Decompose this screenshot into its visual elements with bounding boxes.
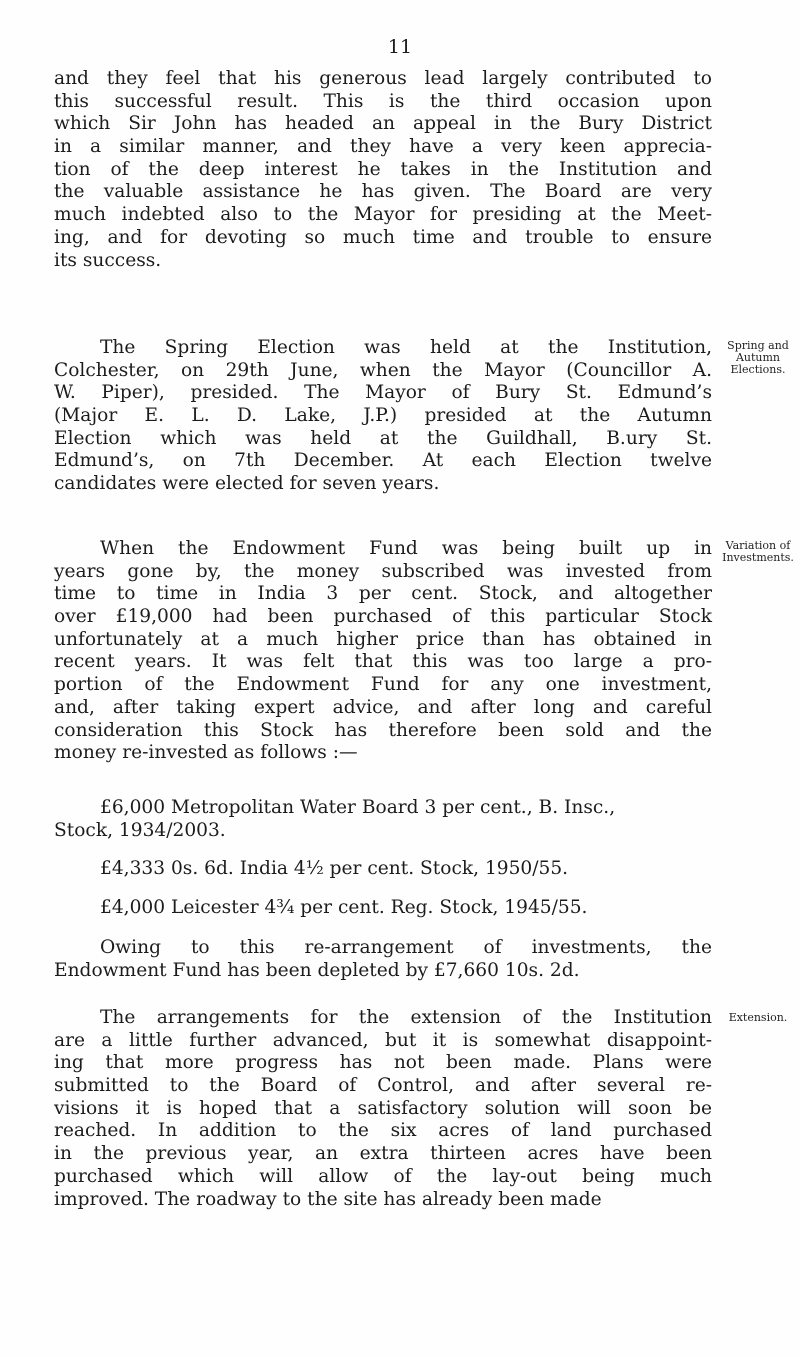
margin-note-line: Variation of (725, 539, 791, 552)
text-line: purchased which will allow of the lay-out being much (54, 1165, 712, 1187)
text-line: candidates were elected for seven years. (54, 473, 440, 495)
text-line: recent years. It was felt that this was too large a pro- (54, 651, 712, 673)
paragraph-4-body (54, 960, 712, 983)
text-line: ing, and for devoting so much time and trouble to ensure (54, 226, 712, 248)
text-line: £6,000 Metropolitan Water Board 3 per cent., B. Insc., (100, 797, 616, 818)
text-line: its success. (54, 249, 162, 271)
text-line: portion of the Endowment Fund for any one investment, (54, 674, 712, 696)
margin-note-elections (720, 340, 796, 376)
text-line: £4,333 0s. 6d. India 4½ per cent. Stock, 1950/55. (100, 858, 569, 879)
text-line: years gone by, the money subscribed was invested from (54, 560, 712, 582)
margin-note-extension (720, 1012, 796, 1024)
text-line: and they feel that his generous lead largely contributed to (54, 68, 712, 89)
text-line: £4,000 Leicester 4¾ per cent. Reg. Stock, 1945/55. (100, 897, 588, 918)
text-line: tion of the deep interest he takes in the Institution and (54, 158, 712, 180)
investment-item-1 (100, 797, 712, 820)
text-line: (Major E. L. D. Lake, J.P.) presided at the Autumn (54, 405, 712, 427)
text-line: Stock, 1934/2003. (54, 819, 226, 841)
text-line: much indebted also to the Mayor for presiding at the Meet- (54, 204, 712, 226)
text-line: submitted to the Board of Control, and after several re- (54, 1075, 712, 1097)
margin-note-variation (720, 540, 796, 564)
text-line: When the Endowment Fund was being built up in (100, 538, 712, 559)
text-line: The arrangements for the extension of the Institution (100, 1007, 712, 1028)
text-line: money re-invested as follows :— (54, 742, 358, 764)
text-line: ing that more progress has not been made. Plans were (54, 1052, 712, 1074)
text-line: the valuable assistance he has given. The Board are very (54, 181, 712, 203)
text-line: this successful result. This is the third occasion upon (54, 90, 712, 112)
investment-item-2 (100, 858, 712, 881)
text-line: in a similar manner, and they have a very keen apprecia- (54, 136, 712, 158)
text-line: Election which was held at the Guildhall, B.ury St. (54, 427, 712, 449)
margin-note-line: Investments. (722, 551, 794, 564)
text-line: are a little further advanced, but it is somewhat disappoint- (54, 1029, 712, 1051)
paragraph-2 (54, 337, 712, 360)
text-line: Colchester, on 29th June, when the Mayor (Councillor A. (54, 359, 712, 381)
paragraph-1 (54, 68, 712, 272)
text-line: The Spring Election was held at the Institution, (100, 337, 712, 358)
margin-note-line: Spring and (727, 339, 789, 352)
investment-item-1-cont (54, 820, 712, 843)
text-line: in the previous year, an extra thirteen acres have been (54, 1143, 712, 1165)
text-line: consideration this Stock has therefore been sold and the (54, 719, 712, 741)
text-line: visions it is hoped that a satisfactory solution will soon be (54, 1097, 712, 1119)
margin-note-line: Elections. (730, 363, 786, 376)
paragraph-3-body (54, 561, 712, 765)
text-line: unfortunately at a much higher price than has obtained in (54, 628, 712, 650)
paragraph-5-body (54, 1030, 712, 1212)
text-line: Edmund’s, on 7th December. At each Election twelve (54, 450, 712, 472)
investment-item-3 (100, 897, 712, 920)
paragraph-2-body (54, 360, 712, 496)
paragraph-3 (54, 538, 712, 561)
text-line: Endowment Fund has been depleted by £7,660 10s. 2d. (54, 959, 580, 981)
text-line: reached. In addition to the six acres of land purchased (54, 1120, 712, 1142)
paragraph-5 (54, 1007, 712, 1030)
text-line: over £19,000 had been purchased of this particular Stock (54, 606, 712, 628)
text-line: time to time in India 3 per cent. Stock, and altogether (54, 583, 712, 605)
text-line: which Sir John has headed an appeal in the Bury District (54, 113, 712, 135)
paragraph-4 (54, 937, 712, 960)
text-line: and, after taking expert advice, and after long and careful (54, 696, 712, 718)
text-line: Owing to this re-arrangement of investments, the (100, 937, 712, 958)
margin-note-line: Extension. (728, 1011, 788, 1024)
margin-note-line: Autumn (735, 351, 781, 364)
text-line: improved. The roadway to the site has already been made (54, 1188, 602, 1210)
page-number: 11 (387, 36, 413, 58)
text-line: W. Piper), presided. The Mayor of Bury St. Edmund’s (54, 382, 712, 404)
